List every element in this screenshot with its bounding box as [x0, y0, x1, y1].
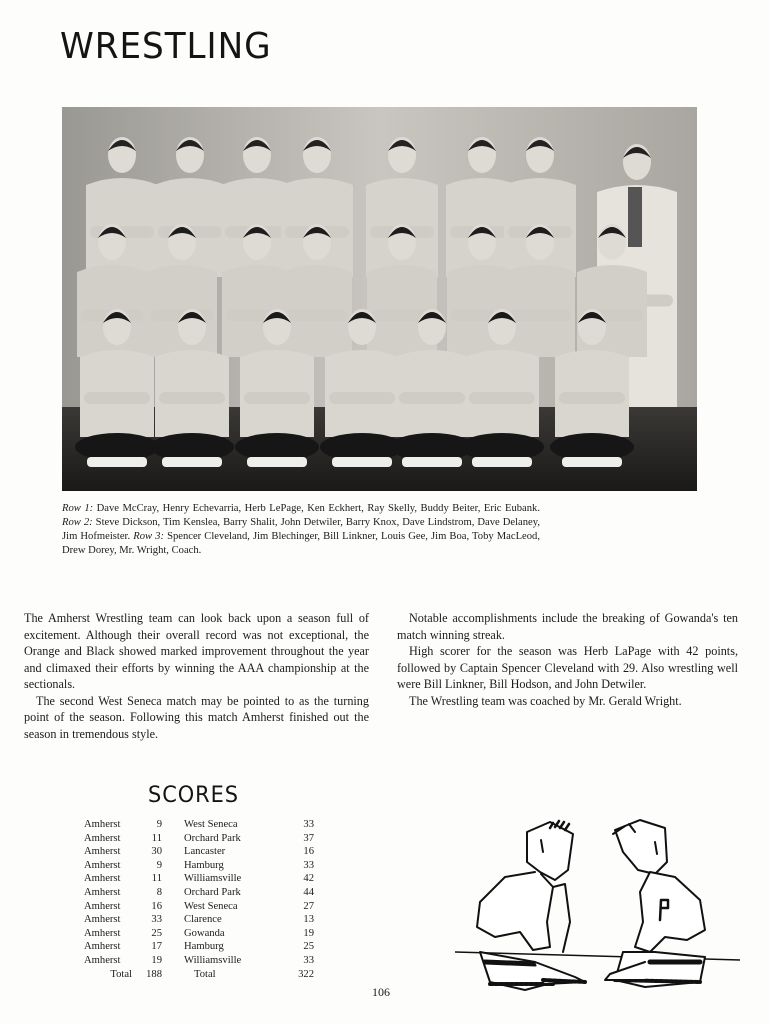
team-score: 9 [156, 819, 162, 830]
photo-shoes [332, 457, 392, 467]
team-score: 9 [156, 859, 162, 871]
score-row [84, 954, 314, 968]
article-left-column [24, 610, 369, 742]
opponent-score: 19 [303, 927, 314, 939]
opponent-score: 27 [303, 900, 314, 912]
caption-row3-names: Spencer Cleveland, Jim Blechinger, Bill Linkner, Louis Gee, Jim Boa, Toby MacLeod, Drew Dorey, Mr. Wright, Coach. [62, 531, 541, 556]
photo-legs [460, 433, 544, 461]
score-row [84, 872, 314, 886]
opponent-name: Hamburg [184, 941, 224, 953]
score-row [84, 900, 314, 914]
team-photo [62, 107, 697, 491]
team-name: Amherst [84, 914, 121, 926]
opponent-score: 44 [303, 886, 314, 898]
opponent-name: Williamsville [184, 873, 242, 885]
team-score: 8 [156, 886, 162, 898]
photo-legs [75, 433, 159, 461]
opponent-name: Orchard Park [184, 886, 241, 898]
opponent-score: 13 [303, 914, 314, 926]
scores-table [84, 818, 314, 981]
opponent-name: Williamsville [184, 954, 242, 966]
right-wrestler-figure [605, 820, 705, 987]
article-paragraph: The Wrestling team was coached by Mr. Gerald Wright. [409, 693, 682, 708]
opponent-score: 16 [303, 846, 314, 858]
opponent-total-score: 322 [298, 968, 314, 980]
score-row [84, 832, 314, 846]
score-row [84, 886, 314, 900]
caption-row1-label: Row 1: [62, 503, 94, 514]
article-paragraph: High scorer for the season was Herb LaPage with 42 points, followed by Captain Spencer Cleveland with 29. Also wrestling well were Bill Linkner, Bill Hodson, and John Detwiler. [397, 644, 738, 691]
team-score: 25 [151, 927, 162, 939]
team-name: Amherst [84, 846, 121, 858]
total-score: 188 [146, 968, 162, 980]
photo-shoes [562, 457, 622, 467]
team-score: 16 [151, 900, 162, 912]
score-row [84, 940, 314, 954]
caption-row2-names: Steve Dickson, Tim Kenslea, Barry Shalit, John Detwiler, Barry Knox, Dave Lindstrom, Dave Delaney, Jim Hofmeister. [62, 517, 540, 542]
team-name: Amherst [84, 954, 121, 966]
opponent-score: 33 [303, 859, 314, 871]
opponent-score: 33 [303, 819, 314, 830]
team-name: Amherst [84, 859, 121, 871]
score-row [84, 913, 314, 927]
team-name: Amherst [84, 873, 121, 885]
photo-shoes [472, 457, 532, 467]
team-score: 11 [151, 873, 162, 885]
opponent-name: Hamburg [184, 859, 224, 871]
opponent-name: West Seneca [184, 819, 238, 830]
caption-row3-label: Row 3: [133, 531, 164, 542]
opponent-name: Lancaster [184, 846, 226, 858]
score-row [84, 927, 314, 941]
caption-row2-label: Row 2: [62, 517, 93, 528]
team-name: Amherst [84, 900, 121, 912]
photo-legs [235, 433, 319, 461]
left-wrestler-figure [477, 821, 585, 990]
team-name: Amherst [84, 819, 121, 830]
team-name: Amherst [84, 927, 121, 939]
photo-shoes [402, 457, 462, 467]
score-row [84, 859, 314, 873]
caption-row1-names: Dave McCray, Henry Echevarria, Herb LePage, Ken Eckhert, Ray Skelly, Buddy Beiter, Eric Eubank. [93, 503, 540, 514]
scores-heading: SCORES [148, 783, 240, 808]
team-photo-graphic [62, 107, 697, 491]
article-paragraph: The second West Seneca match may be pointed to as the turning point of the season. Following this match Amherst finished out the season in tremendous style. [24, 693, 369, 741]
photo-legs [150, 433, 234, 461]
opponent-score: 25 [303, 941, 314, 953]
team-score: 11 [151, 832, 162, 844]
opponent-name: Clarence [184, 914, 222, 926]
total-label: Total [110, 968, 132, 980]
photo-caption [62, 502, 540, 558]
opponent-total-label: Total [194, 968, 216, 980]
article-paragraph: Notable accomplishments include the breaking of Gowanda's ten match winning streak. [397, 611, 738, 642]
team-name: Amherst [84, 941, 121, 953]
team-score: 33 [151, 914, 162, 926]
article-paragraph: The Amherst Wrestling team can look back upon a season full of excitement. Although their overall record was not exceptional, the Orange and Black showed marked improvement throughout the year and climaxed their efforts by winning the AAA championship at the sectionals. [24, 611, 369, 691]
team-name: Amherst [84, 832, 121, 844]
score-total-row [84, 968, 314, 982]
score-row [84, 818, 314, 832]
opponent-name: Gowanda [184, 927, 225, 939]
team-score: 17 [151, 941, 162, 953]
team-score: 19 [151, 954, 162, 966]
opponent-name: Orchard Park [184, 832, 241, 844]
photo-shoes [162, 457, 222, 467]
page-number: 106 [372, 985, 390, 999]
opponent-name: West Seneca [184, 900, 238, 912]
opponent-score: 42 [303, 873, 314, 885]
photo-shoes [87, 457, 147, 467]
wrestlers-cartoon [455, 812, 740, 997]
article-right-column [397, 610, 738, 709]
score-row [84, 845, 314, 859]
photo-shoes [247, 457, 307, 467]
team-score: 30 [151, 846, 162, 858]
opponent-score: 37 [303, 832, 314, 844]
photo-legs [550, 433, 634, 461]
coach-tie [628, 187, 642, 247]
team-name: Amherst [84, 886, 121, 898]
opponent-score: 33 [303, 954, 314, 966]
page-title: WRESTLING [60, 26, 272, 67]
